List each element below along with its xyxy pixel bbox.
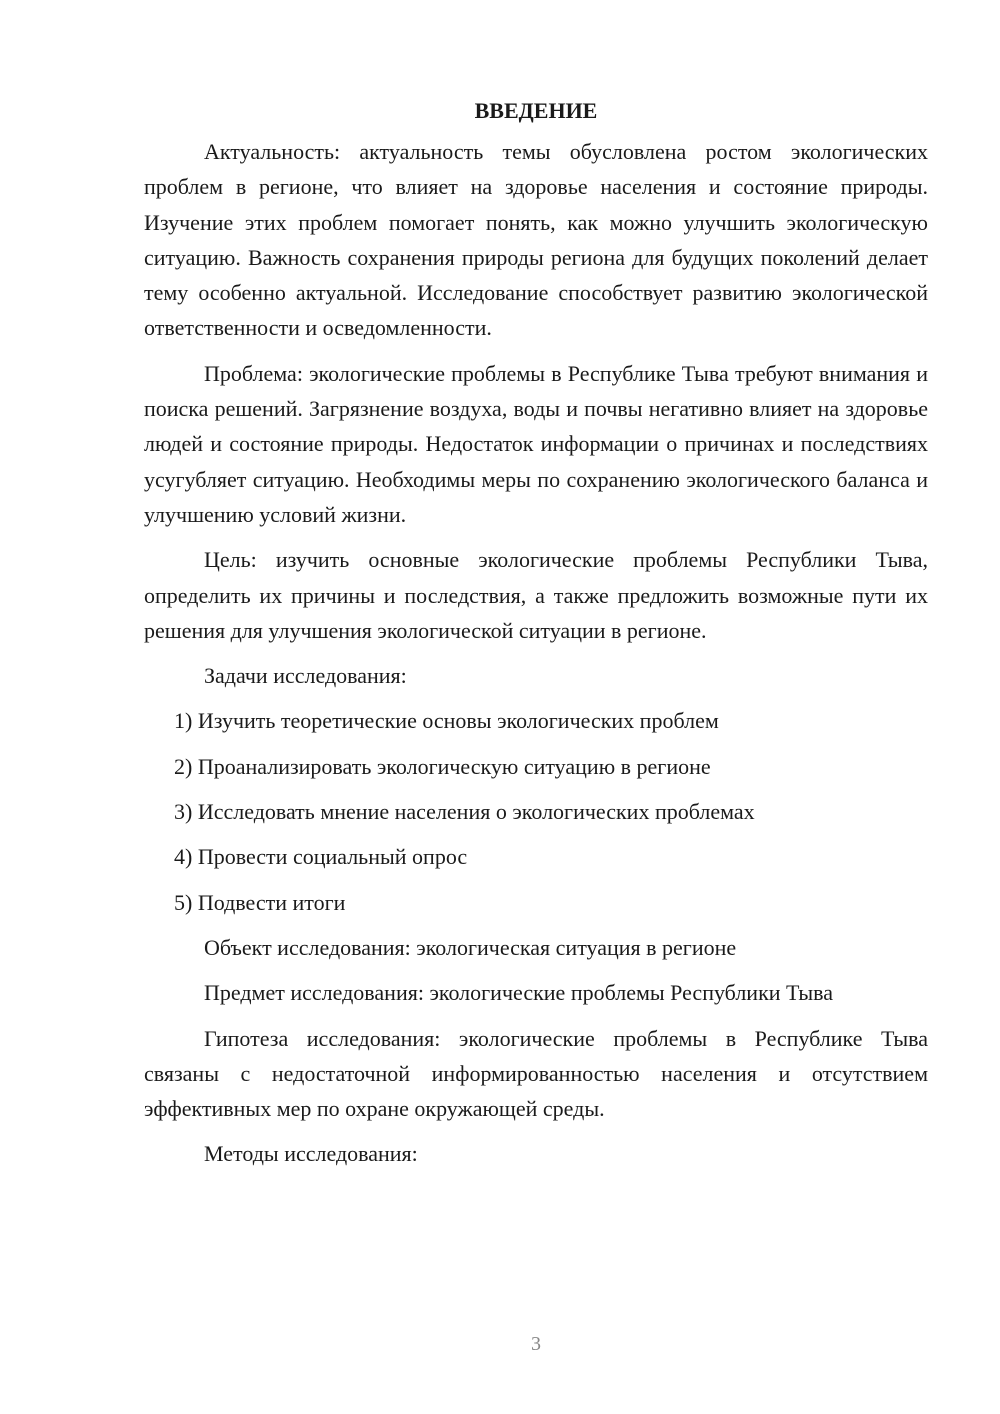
goal-paragraph: Цель: изучить основные экологические проблемы Республики Тыва, определить их причины и последствия, а также предложить возможные пути их решения для улучшения экологической ситуации в регионе. xyxy=(144,547,928,643)
relevance-paragraph: Актуальность: актуальность темы обусловлена ростом экологических проблем в регионе, что влияет на здоровье населения и состояние природы. Изучение этих проблем помогает понять, как можно улучшить экологическую ситуацию. Важность сохранения природы региона для будущих поколений делает тему особенно актуальной. Исследование способствует развитию экологической ответственности и осведомленности. xyxy=(144,139,928,341)
subject-line: Предмет исследования: экологические проблемы Республики Тыва xyxy=(204,980,834,1006)
tasks-heading: Задачи исследования: xyxy=(204,663,407,689)
list-item: 4) Провести социальный опрос xyxy=(174,844,468,870)
list-item: 1) Изучить теоретические основы экологических проблем xyxy=(174,708,719,734)
object-line: Объект исследования: экологическая ситуация в регионе xyxy=(204,934,737,960)
list-item: 3) Исследовать мнение населения о экологических проблемах xyxy=(174,799,755,825)
hypothesis-paragraph: Гипотеза исследования: экологические проблемы в Республике Тыва связаны с недостаточной информированностью населения и отсутствием эффективных мер по охране окружающей среды. xyxy=(144,1025,928,1122)
methods-heading: Методы исследования: xyxy=(204,1141,418,1167)
section-title: ВВЕДЕНИЕ xyxy=(474,98,598,123)
page-number: 3 xyxy=(531,1333,541,1355)
list-item: 5) Подвести итоги xyxy=(174,889,346,915)
tasks-list xyxy=(144,703,928,919)
problem-paragraph: Проблема: экологические проблемы в Республике Тыва требуют внимания и поиска решений. Загрязнение воздуха, воды и почвы негативно влияет на здоровье людей и состояние природы. Недостаток информации о причинах и последствиях усугубляет ситуацию. Необходимы меры по сохранению экологического баланса и улучшению условий жизни. xyxy=(144,360,928,527)
list-item: 2) Проанализировать экологическую ситуацию в регионе xyxy=(174,753,711,779)
document-page xyxy=(144,96,928,1182)
